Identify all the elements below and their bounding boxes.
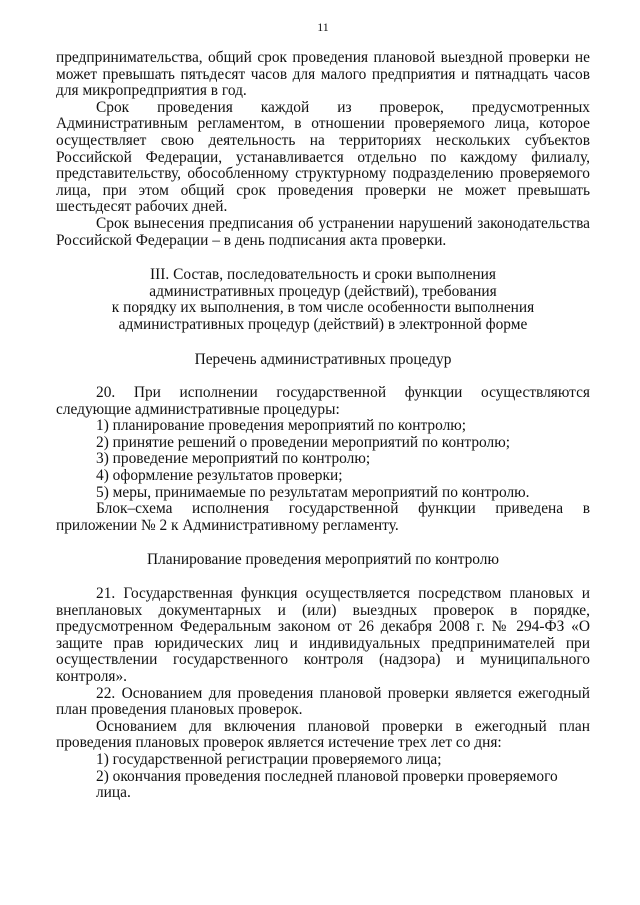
item-20-flowchart-note: Блок–схема исполнения государственной функции приведена в приложении № 2 к Административному регламенту. [56,500,590,534]
section-title-line: административных процедур (действий), требования [149,282,497,300]
section-title-line: III. Состав, последовательность и сроки выполнения [150,266,496,284]
paragraph-order-term: Срок вынесения предписания об устранении нарушений законодательства Российской Федерации – в день подписания акта проверки. [56,214,590,249]
subheading-planning: Планирование проведения мероприятий по контролю [147,551,499,569]
paragraph-inspection-term: Срок проведения каждой из проверок, предусмотренных Административным регламентом, в отношении проверяемого лица, которое осуществляет свою деятельность на территориях нескольких субъектов Российской Федерации, устанавливается отдельно по каждому филиалу, представительству, обособленному структурному подразделению проверяемого лица, при этом общий срок проведения проверки не может превышать шестьдесят рабочих дней. [56,98,590,216]
item-20-intro: 20. При исполнении государственной функции осуществляются следующие административные процедуры: [56,384,590,418]
item-22: 22. Основанием для проведения плановой проверки является ежегодный план проведения плановых проверок. [56,684,590,719]
section-title-line: административных процедур (действий) в электронной форме [118,315,528,333]
list-item: 1) государственной регистрации проверяемого лица; [96,750,442,768]
section-title-line: к порядку их выполнения, в том числе особенности выполнения [111,299,535,317]
item-22-basis: Основанием для включения плановой проверки в ежегодный план проведения плановых проверок является истечение трех лет со дня: [56,717,590,752]
item-21: 21. Государственная функция осуществляется посредством плановых и внеплановых документарных и (или) выездных проверок в порядке, предусмотренном Федеральным законом от 26 декабря 2008 г. № 294-ФЗ «О защите прав юридических лиц и индивидуальных предпринимателей при осуществлении государственного контроля (надзора) и муниципального контроля». [56,585,590,685]
list-item: 4) оформление результатов проверки; [96,467,343,485]
section-title [56,267,590,333]
list-item: 5) меры, принимаемые по результатам мероприятий по контролю. [96,483,530,501]
paragraph-continuation: предпринимательства, общий срок проведения плановой выездной проверки не может превышать пятьдесят часов для малого предприятия и пятнадцать часов для микропредприятия в год. [56,49,590,100]
list-item: 1) планирование проведения мероприятий по контролю; [96,417,467,435]
page-number: 11 [317,20,329,34]
document-body [56,50,590,802]
subheading-procedures-list: Перечень административных процедур [194,350,452,368]
list-item: 3) проведение мероприятий по контролю; [96,450,371,468]
list-item: 2) окончания проведения последней плановой проверки проверяемого лица. [96,767,558,802]
list-item: 2) принятие решений о проведении мероприятий по контролю; [96,433,510,451]
